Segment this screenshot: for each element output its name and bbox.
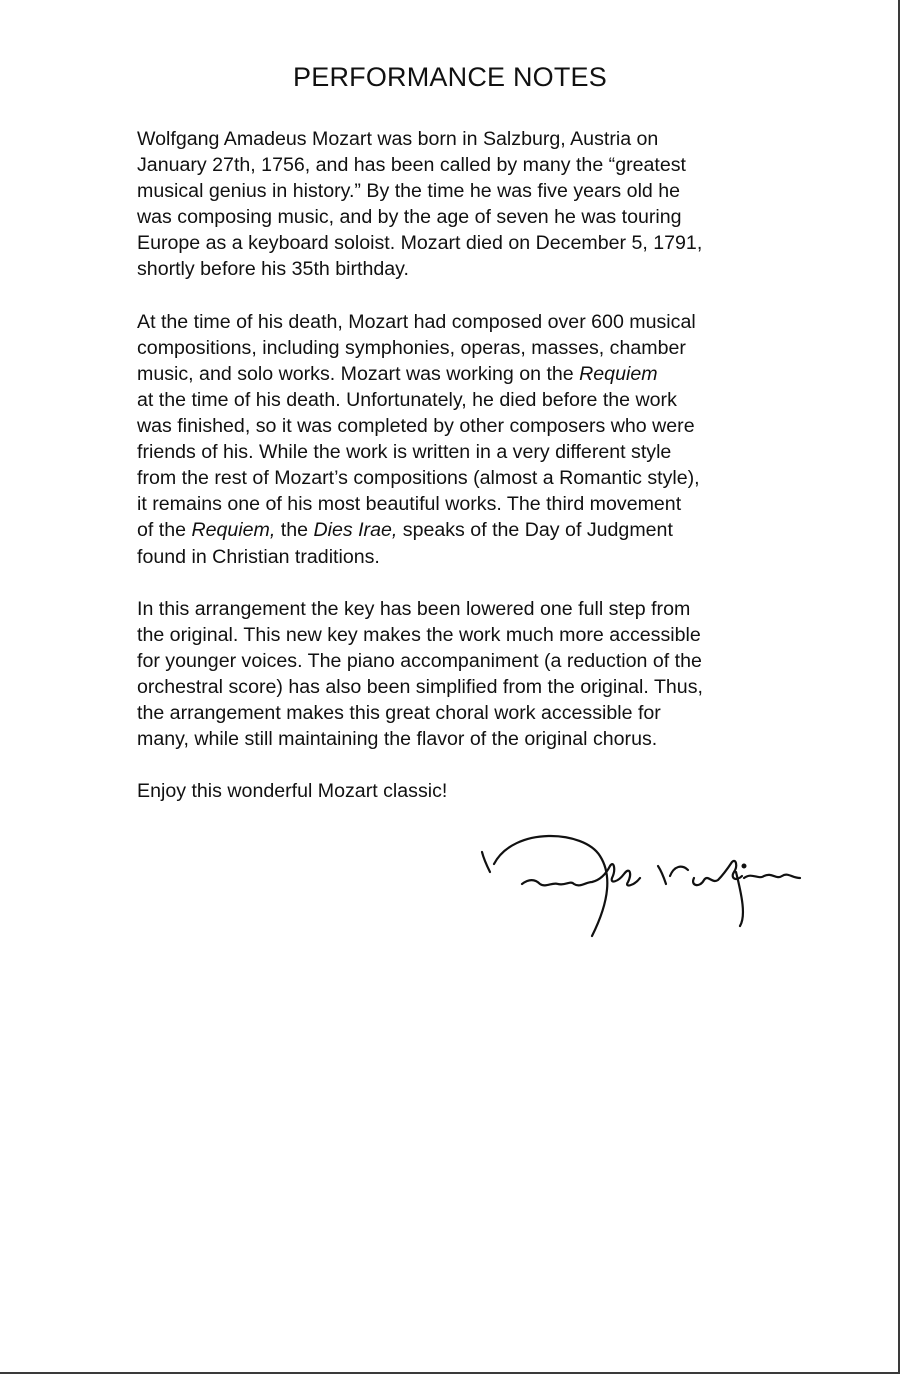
italic-title: Requiem xyxy=(579,362,658,385)
italic-title: Requiem, xyxy=(191,519,276,542)
page-title: PERFORMANCE NOTES xyxy=(293,62,607,92)
text-line: at the time of his death. Unfortunately, he died before the work xyxy=(137,388,677,411)
text-segment: speaks of the Day of Judgment xyxy=(397,519,673,542)
text-line xyxy=(137,361,787,387)
paragraph-biography xyxy=(137,126,787,283)
text-line: for younger voices. The piano accompaniment (a reduction of the xyxy=(137,649,702,672)
text-line: In this arrangement the key has been lowered one full step from xyxy=(137,597,691,620)
text-line: orchestral score) has also been simplified from the original. Thus, xyxy=(137,675,703,698)
text-line: from the rest of Mozart’s compositions (almost a Romantic style), xyxy=(137,467,700,490)
text-line: the original. This new key makes the work much more accessible xyxy=(137,623,701,646)
text-line: musical genius in history.” By the time he was five years old he xyxy=(137,180,681,203)
paragraph-arrangement xyxy=(137,596,787,753)
italic-title: Dies Irae, xyxy=(313,519,398,542)
text-line: compositions, including symphonies, operas, masses, chamber xyxy=(137,336,686,359)
text-line: Wolfgang Amadeus Mozart was born in Salzburg, Austria on xyxy=(137,128,659,150)
text-line: many, while still maintaining the flavor of the original chorus. xyxy=(137,728,658,751)
text-line: found in Christian traditions. xyxy=(137,545,380,568)
text-line: was finished, so it was completed by other composers who were xyxy=(137,415,695,438)
text-segment: of the xyxy=(137,519,192,542)
performance-notes-body xyxy=(137,126,787,831)
text-line: was composing music, and by the age of seven he was touring xyxy=(137,206,682,229)
paragraph-requiem-history xyxy=(137,309,787,570)
text-line: January 27th, 1756, and has been called by many the “greatest xyxy=(137,154,686,177)
text-line: Enjoy this wonderful Mozart classic! xyxy=(137,780,448,803)
text-line: Europe as a keyboard soloist. Mozart died on December 5, 1791, xyxy=(137,232,703,255)
text-line: shortly before his 35th birthday. xyxy=(137,258,409,281)
paragraph-closing xyxy=(137,778,787,804)
text-line: the arrangement makes this great choral work accessible for xyxy=(137,702,661,725)
signature-strokes xyxy=(482,836,800,936)
text-segment: the xyxy=(275,519,314,542)
text-segment: music, and solo works. Mozart was working on the xyxy=(137,362,580,385)
text-line: At the time of his death, Mozart had composed over 600 musical xyxy=(137,310,696,333)
text-line: it remains one of his most beautiful works. The third movement xyxy=(137,493,682,516)
text-line: friends of his. While the work is written in a very different style xyxy=(137,441,672,464)
text-line xyxy=(137,517,787,543)
signature xyxy=(474,826,814,942)
